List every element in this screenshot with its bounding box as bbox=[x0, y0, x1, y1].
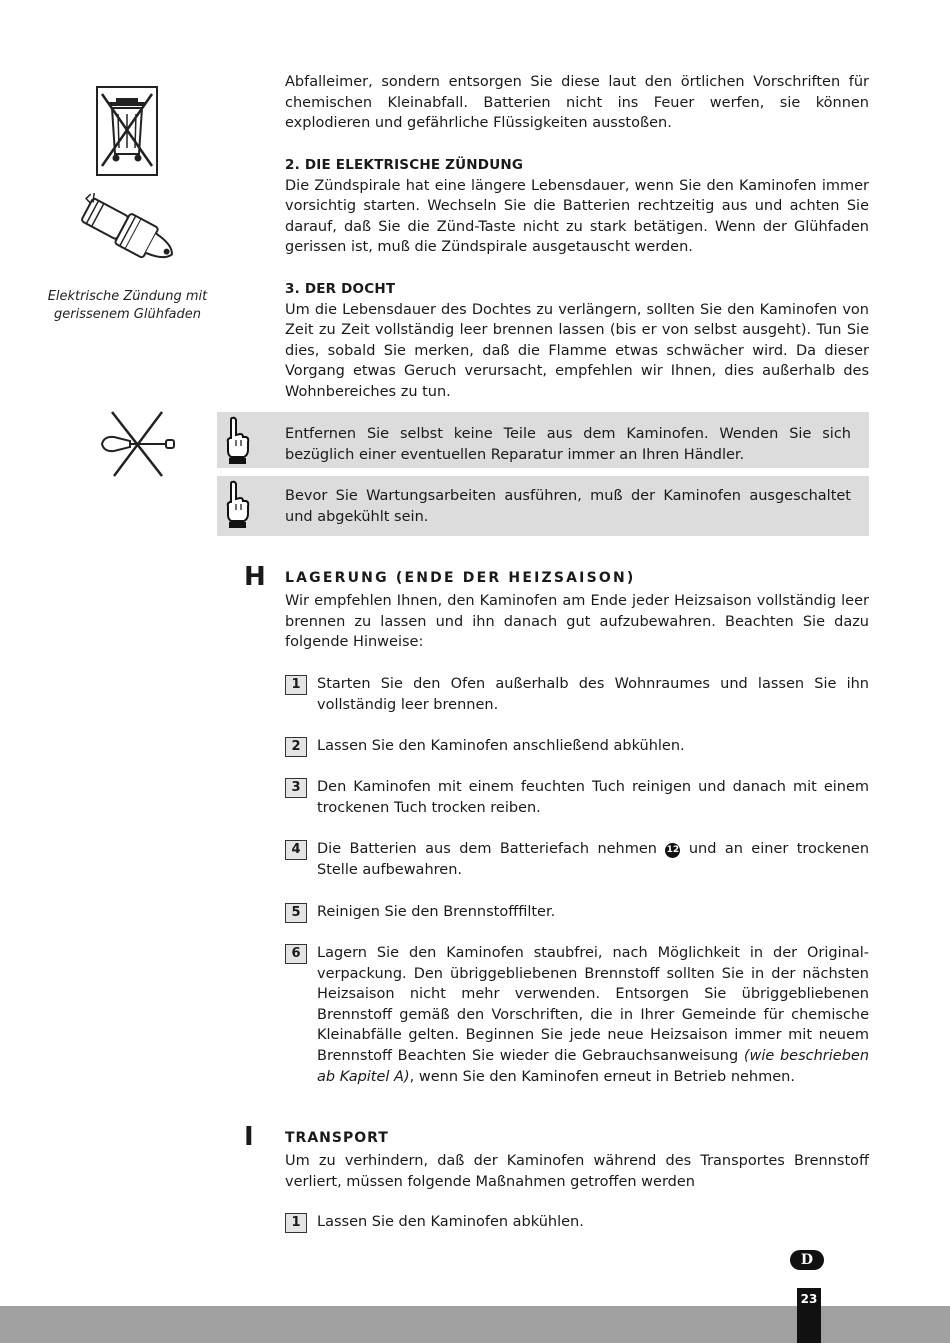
subsection-heading: 3. DER DOCHT bbox=[285, 281, 396, 297]
step-item bbox=[285, 1212, 869, 1233]
no-screwdriver-icon bbox=[100, 408, 178, 484]
section-letter: H bbox=[244, 562, 266, 592]
igniter-bulb-icon bbox=[74, 193, 186, 273]
igniter-caption bbox=[40, 288, 215, 324]
step-text: Lassen Sie den Kaminofen abkühlen. bbox=[317, 1214, 584, 1230]
warning-note bbox=[217, 412, 869, 468]
intro-paragraph: Abfalleimer, sondern entsorgen Sie diese laut den örtlichen Vorschriften für chemischen Kleinabfall. Batterien nicht ins Feuer werfen, sie können explodieren und gefährliche Flüssigkeiten ausstoßen. bbox=[285, 74, 869, 132]
subsection-wick bbox=[285, 279, 869, 403]
step-text: Lassen Sie den Kaminofen anschließend abkühlen. bbox=[317, 738, 685, 754]
caption-line-2: gerissenem Glühfaden bbox=[54, 307, 201, 322]
step-text: Den Kaminofen mit einem feuchten Tuch reinigen und danach mit einem trockenen Tuch trocken reiben. bbox=[317, 779, 869, 816]
step-text-end: , wenn Sie den Kaminofen erneut in Betrieb nehmen. bbox=[409, 1068, 795, 1085]
step-item bbox=[285, 839, 869, 880]
step-item bbox=[285, 943, 869, 1087]
pointing-hand-icon bbox=[221, 480, 251, 534]
step-text: Starten Sie den Ofen außerhalb des Wohnraumes und lassen Sie ihn vollständig leer brennen. bbox=[317, 676, 869, 713]
step-number: 2 bbox=[285, 737, 307, 757]
note-text: Bevor Sie Wartungsarbeiten ausführen, muß der Kaminofen ausgeschaltet und abgekühlt sein. bbox=[285, 488, 851, 525]
step-text bbox=[317, 943, 869, 1087]
step-text: Reinigen Sie den Brennstofffilter. bbox=[317, 904, 556, 920]
step-number: 6 bbox=[285, 944, 307, 964]
note-text: Entfernen Sie selbst keine Teile aus dem Kaminofen. Wenden Sie sich bezüglich einer eventuellen Reparatur immer an Ihren Händler. bbox=[285, 426, 851, 463]
step-number: 5 bbox=[285, 903, 307, 923]
subsection-text: Um die Lebensdauer des Dochtes zu verlängern, sollten Sie den Kaminofen von Zeit zu Zeit vollständig leer brennen lassen (bis er von selbst ausgeht). Tun Sie dies, sobald Sie merken, daß die Flamme etwas schwächer wird. Da dieser Vorgang etwas Geruch verursacht, empfehlen wir Ihnen, dies außerhalb des Wohnbereiches zu tun. bbox=[285, 301, 869, 400]
subsection-ignition bbox=[285, 155, 869, 258]
step-text-after: und an einer trockenen Stelle aufbewahren. bbox=[317, 841, 870, 878]
step-text bbox=[317, 839, 869, 880]
step-number: 3 bbox=[285, 778, 307, 798]
step-item bbox=[285, 674, 869, 715]
step-number: 1 bbox=[285, 675, 307, 695]
reference-number-icon: 12 bbox=[665, 843, 680, 858]
step-text-before: Die Batterien aus dem Batteriefach nehmen bbox=[317, 841, 657, 857]
language-badge: D bbox=[790, 1250, 824, 1270]
section-intro: Um zu verhindern, daß der Kaminofen während des Transportes Brennstoff verliert, müssen folgende Maßnahmen getroffen werden bbox=[285, 1153, 869, 1190]
crossed-out-bin-icon bbox=[96, 86, 158, 180]
warning-note bbox=[217, 476, 869, 536]
section-intro: Wir empfehlen Ihnen, den Kaminofen am Ende jeder Heizsaison vollständig leer brennen zu lassen und ihn danach gut aufzubewahren. Beachten Sie dazu folgende Hinweise: bbox=[285, 593, 869, 651]
step-item bbox=[285, 736, 869, 757]
subsection-text: Die Zündspirale hat eine längere Lebensdauer, wenn Sie den Kaminofen immer vorsichtig starten. Wechseln Sie die Batterien rechtzeitig aus und achten Sie darauf, daß Sie die Zünd-Taste nicht zu stark betätigen. Wenn der Glühfaden gerissen ist, muß die Zündspirale ausgetauscht werden. bbox=[285, 177, 869, 256]
pointing-hand-icon bbox=[221, 416, 251, 470]
caption-line-1: Elektrische Zündung mit bbox=[47, 289, 208, 304]
section-title: LAGERUNG (ENDE DER HEIZSAISON) bbox=[285, 570, 636, 586]
section-letter: I bbox=[244, 1122, 254, 1152]
step-text-italic: (wie beschrieben ab Kapitel A) bbox=[317, 1047, 870, 1085]
step-text-main: Lagern Sie den Kaminofen staubfrei, nach Möglichkeit in der Original-verpackung. Den übriggebliebenen Brennstoff sollten Sie in der nächsten Heizsaison nicht mehr verwenden. Entsorgen Sie übriggebliebenen Brennstoff gemäß den Vorschriften, die in Ihrer Gemeinde für chemische Kleinabfälle gelten. Beginnen Sie jede neue Heizsaison immer mit neuem Brennstoff Beachten Sie wieder die Gebrauchsanweisung bbox=[317, 945, 869, 1064]
step-number: 4 bbox=[285, 840, 307, 860]
section-title: TRANSPORT bbox=[285, 1130, 389, 1146]
step-item bbox=[285, 777, 869, 818]
page-number: 23 bbox=[797, 1288, 821, 1343]
step-number: 1 bbox=[285, 1213, 307, 1233]
subsection-heading: 2. DIE ELEKTRISCHE ZÜNDUNG bbox=[285, 157, 524, 173]
step-item bbox=[285, 902, 869, 923]
